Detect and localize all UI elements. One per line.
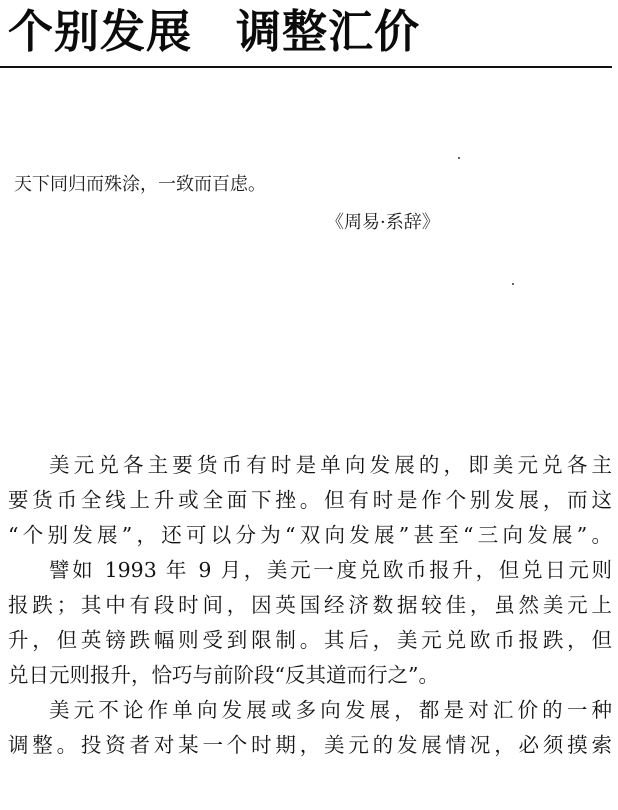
text-line: “个别发展”，还可以分为“双向发展”甚至“三向发展”。: [8, 523, 612, 547]
epigraph-source: 《周易·系辞》: [326, 212, 440, 233]
chapter-title-part2: 调整汇价: [236, 5, 421, 58]
text-line: 兑日元则报升，恰巧与前阶段“反其道而行之”。: [8, 663, 439, 687]
paragraph: [8, 553, 612, 693]
text-line: 报跌；其中有段时间，因英国经济数据较佳，虽然美元上: [8, 593, 612, 617]
title-rule: [0, 66, 612, 68]
epigraph-quote: 天下同归而殊涂，一致而百虑。: [14, 174, 266, 195]
text-line: 要货币全线上升或全面下挫。但有时是作个别发展，而这: [8, 488, 612, 512]
text-line: 美元兑各主要货币有时是单向发展的，即美元兑各主: [49, 453, 612, 477]
paragraph: [8, 448, 612, 553]
scan-speck: [458, 157, 460, 159]
paragraph: [8, 693, 612, 763]
chapter-title-part1: 个别发展: [8, 5, 193, 58]
text-line: 譬如 1993 年 9 月，美元一度兑欧币报升，但兑日元则: [49, 558, 612, 582]
text-line: 美元不论作单向发展或多向发展，都是对汇价的一种: [49, 698, 612, 722]
chapter-title: [8, 6, 420, 58]
text-line: 调整。投资者对某一个时期，美元的发展情况，必须摸索: [8, 733, 612, 757]
body-text: [8, 448, 612, 763]
scan-speck: [512, 283, 514, 285]
text-line: 升，但英镑跌幅则受到限制。其后，美元兑欧币报跌，但: [8, 628, 612, 652]
